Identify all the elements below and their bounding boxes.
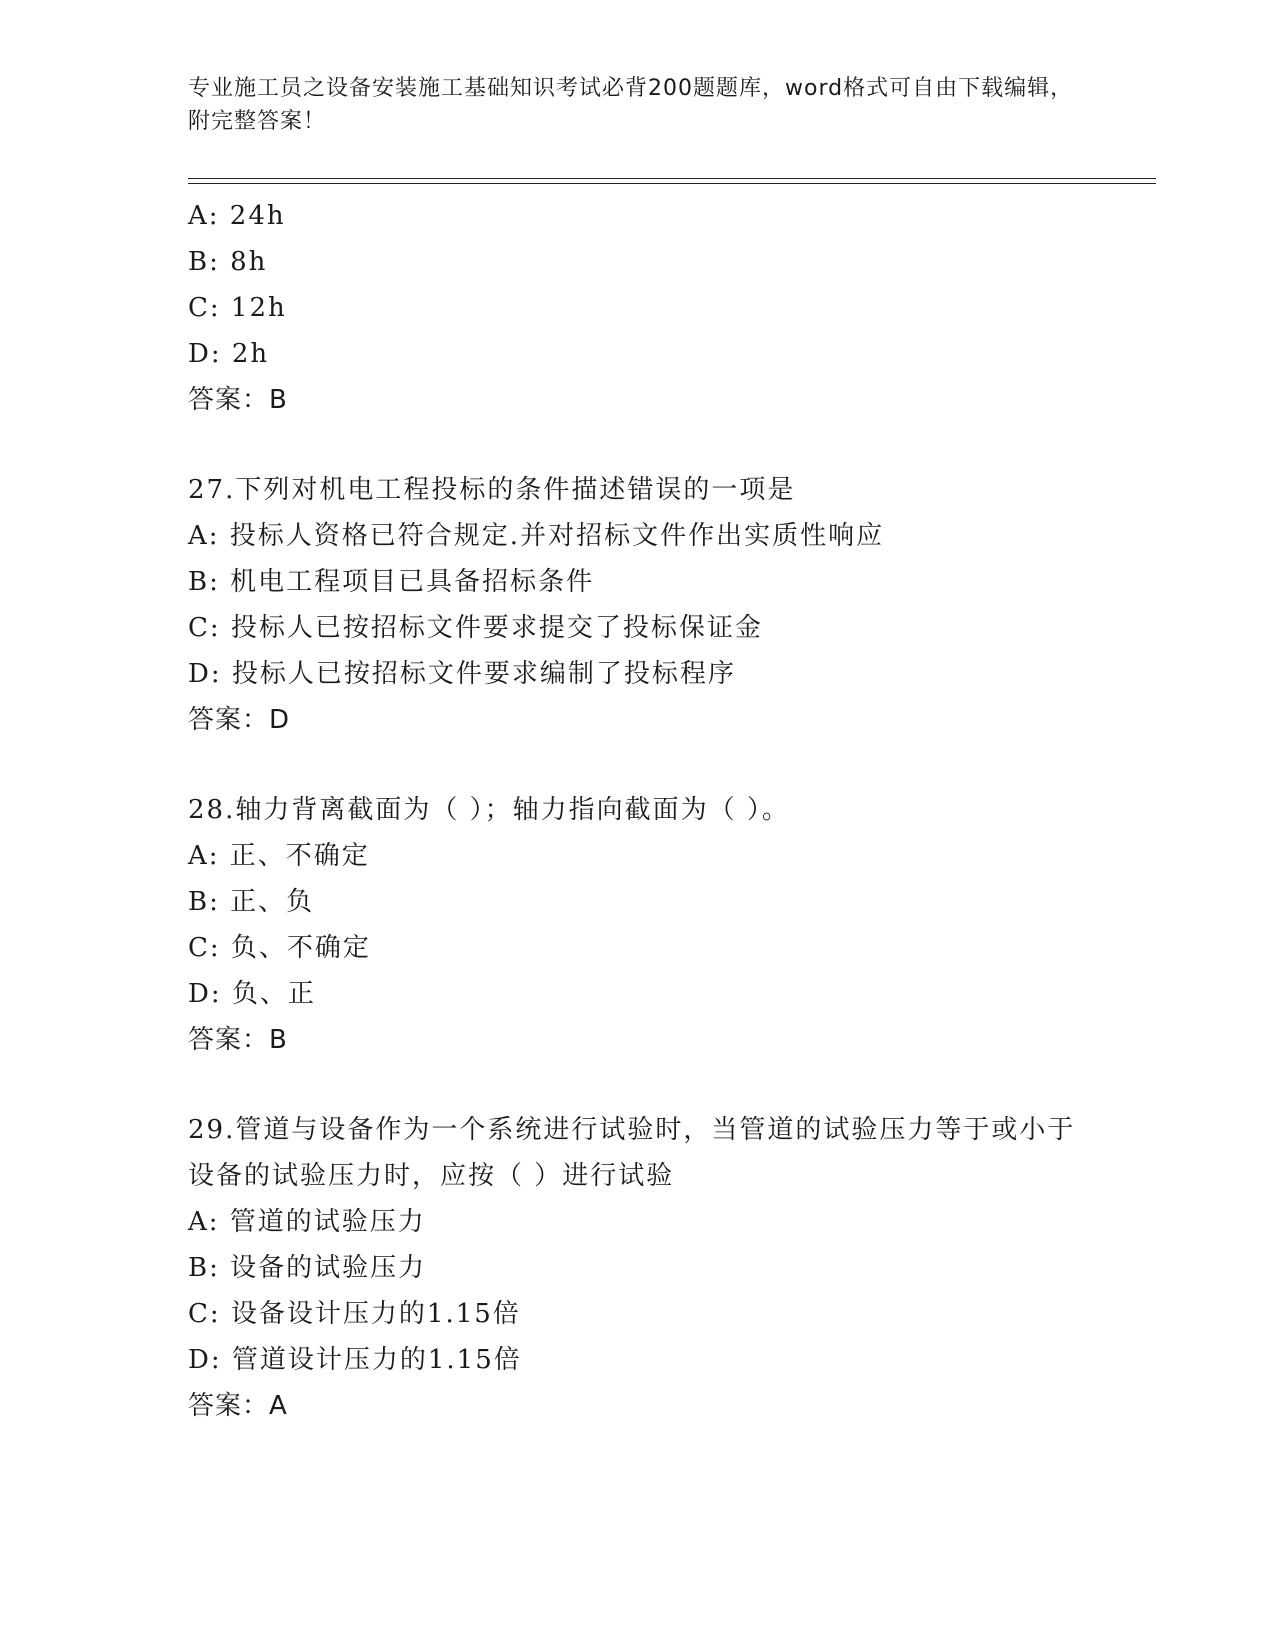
question-block: [188, 787, 1088, 1063]
option-b: B: 设备的试验压力: [188, 1253, 427, 1283]
option-a: A: 管道的试验压力: [188, 1207, 426, 1237]
answer-line: 答案：D: [188, 705, 291, 735]
question-block: [188, 467, 1088, 743]
question-list: [188, 193, 1088, 1429]
question-block: [188, 193, 1088, 423]
option-a: A: 24h: [188, 201, 286, 231]
option-a: A: 正、不确定: [188, 841, 370, 871]
option-c: C: 设备设计压力的1.15倍: [188, 1299, 521, 1329]
option-b: B: 8h: [188, 247, 268, 277]
question-text: 27.下列对机电工程投标的条件描述错误的一项是: [188, 475, 796, 505]
question-text: 28.轴力背离截面为（ ）；轴力指向截面为（ ）。: [188, 795, 790, 825]
spacer: [188, 1063, 1088, 1107]
header-divider-bottom: [188, 183, 1156, 184]
spacer: [188, 423, 1088, 467]
option-c: C: 12h: [188, 293, 287, 323]
option-b: B: 正、负: [188, 887, 315, 917]
option-d: D: 管道设计压力的1.15倍: [188, 1345, 522, 1375]
answer-line: 答案：A: [188, 1391, 288, 1421]
answer-line: 答案：B: [188, 385, 288, 415]
header-divider-top: [188, 178, 1156, 179]
question-text: 29.管道与设备作为一个系统进行试验时，当管道的试验压力等于或小于设备的试验压力时，应按（ ）进行试验: [188, 1115, 1076, 1191]
option-a: A: 投标人资格已符合规定.并对招标文件作出实质性响应: [188, 521, 885, 551]
option-c: C: 投标人已按招标文件要求提交了投标保证金: [188, 613, 763, 643]
option-d: D: 投标人已按招标文件要求编制了投标程序: [188, 659, 736, 689]
option-b: B: 机电工程项目已具备招标条件: [188, 567, 595, 597]
answer-line: 答案：B: [188, 1025, 288, 1055]
option-c: C: 负、不确定: [188, 933, 371, 963]
document-title: 专业施工员之设备安装施工基础知识考试必背200题题库，word格式可自由下载编辑，附完整答案！: [188, 76, 1074, 134]
option-d: D: 2h: [188, 339, 270, 369]
question-block: [188, 1107, 1088, 1429]
option-d: D: 负、正: [188, 979, 316, 1009]
spacer: [188, 743, 1088, 787]
